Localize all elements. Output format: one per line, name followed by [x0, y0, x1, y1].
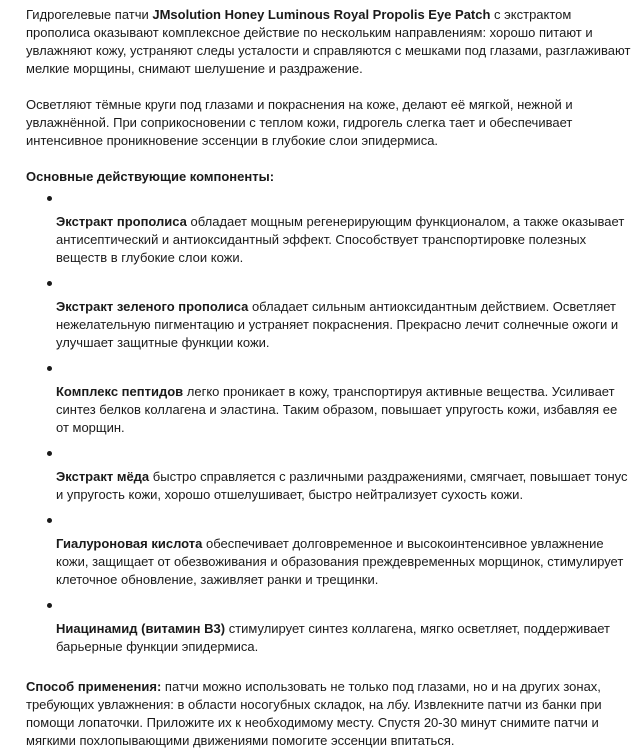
component-term: Гиалуроновая кислота — [56, 536, 203, 551]
component-term: Комплекс пептидов — [56, 384, 184, 399]
component-text: легко проникает в кожу, транспортируя активные вещества. Усиливает синтез белков коллагена и эластина. Таким образом, повышает упругость кожи, избавляя ее от морщин. — [56, 384, 618, 435]
product-brand-name: JMsolution Honey Luminous Royal Propolis Eye Patch — [152, 7, 491, 22]
list-item — [26, 281, 632, 352]
usage-paragraph — [26, 678, 632, 750]
usage-text: патчи можно использовать не только под глазами, но и на других зонах, требующих увлажнения: в области носогубных складок, на лбу. Извлекните патчи из банки при помощи лопаточки. Приложите их к необходимому месту. Спустя 20-30 минут снимите патчи и мягкими похлопывающими движениями помогите эссенции впитаться. — [26, 679, 602, 748]
usage-label: Способ применения: — [26, 679, 162, 694]
component-term: Экстракт мёда — [56, 469, 150, 484]
bullet-icon — [47, 603, 52, 608]
bullet-icon — [47, 451, 52, 456]
component-term: Экстракт зеленого прополиса — [56, 299, 249, 314]
intro-paragraph-1 — [26, 6, 632, 78]
bullet-icon — [47, 366, 52, 371]
components-list — [26, 196, 632, 656]
bullet-icon — [47, 281, 52, 286]
list-item — [26, 196, 632, 267]
list-item — [26, 603, 632, 656]
intro-text-before: Гидрогелевые патчи — [26, 7, 153, 22]
component-term: Ниацинамид (витамин B3) — [56, 621, 226, 636]
component-text: обеспечивает долговременное и высокоинтенсивное увлажнение кожи, защищает от обезвоживания и образования преждевременных морщинок, стимулирует клеточное обновление, заживляет ранки и трещинки. — [56, 536, 624, 587]
list-item — [26, 451, 632, 504]
components-heading: Основные действующие компоненты: — [26, 169, 275, 184]
component-text: обладает мощным регенерирующим функционалом, а также оказывает антисептический и антиоксидантный эффект. Способствует транспортировке полезных веществ в глубокие слои кожи. — [56, 214, 625, 265]
list-item — [26, 518, 632, 589]
intro-text-after: с экстрактом прополиса оказывают комплексное действие по нескольким направлениям: хорошо питают и увлажняют кожу, устраняют следы усталости и справляются с мешками под глазами, разглаживают мелкие морщины, снимают шелушение и раздражение. — [26, 7, 631, 76]
component-text: быстро справляется с различными раздражениями, смягчает, повышает тонус и упругость кожи, хорошо отшелушивает, быстро нейтрализует сухость кожи. — [56, 469, 628, 502]
bullet-icon — [47, 518, 52, 523]
component-text: обладает сильным антиоксидантным действием. Осветляет нежелательную пигментацию и устраняет покраснения. Прекрасно лечит солнечные ожоги и улучшает защитные функции кожи. — [56, 299, 619, 350]
component-text: стимулирует синтез коллагена, мягко осветляет, поддерживает барьерные функции эпидермиса. — [56, 621, 610, 654]
intro-paragraph-2: Осветляют тёмные круги под глазами и покраснения на коже, делают её мягкой, нежной и увлажнённой. При соприкосновении с теплом кожи, гидрогель слегка тает и обеспечивает интенсивное проникновение эссенции в глубокие слои эпидермиса. — [26, 97, 573, 148]
component-term: Экстракт прополиса — [56, 214, 187, 229]
bullet-icon — [47, 196, 52, 201]
list-item — [26, 366, 632, 437]
